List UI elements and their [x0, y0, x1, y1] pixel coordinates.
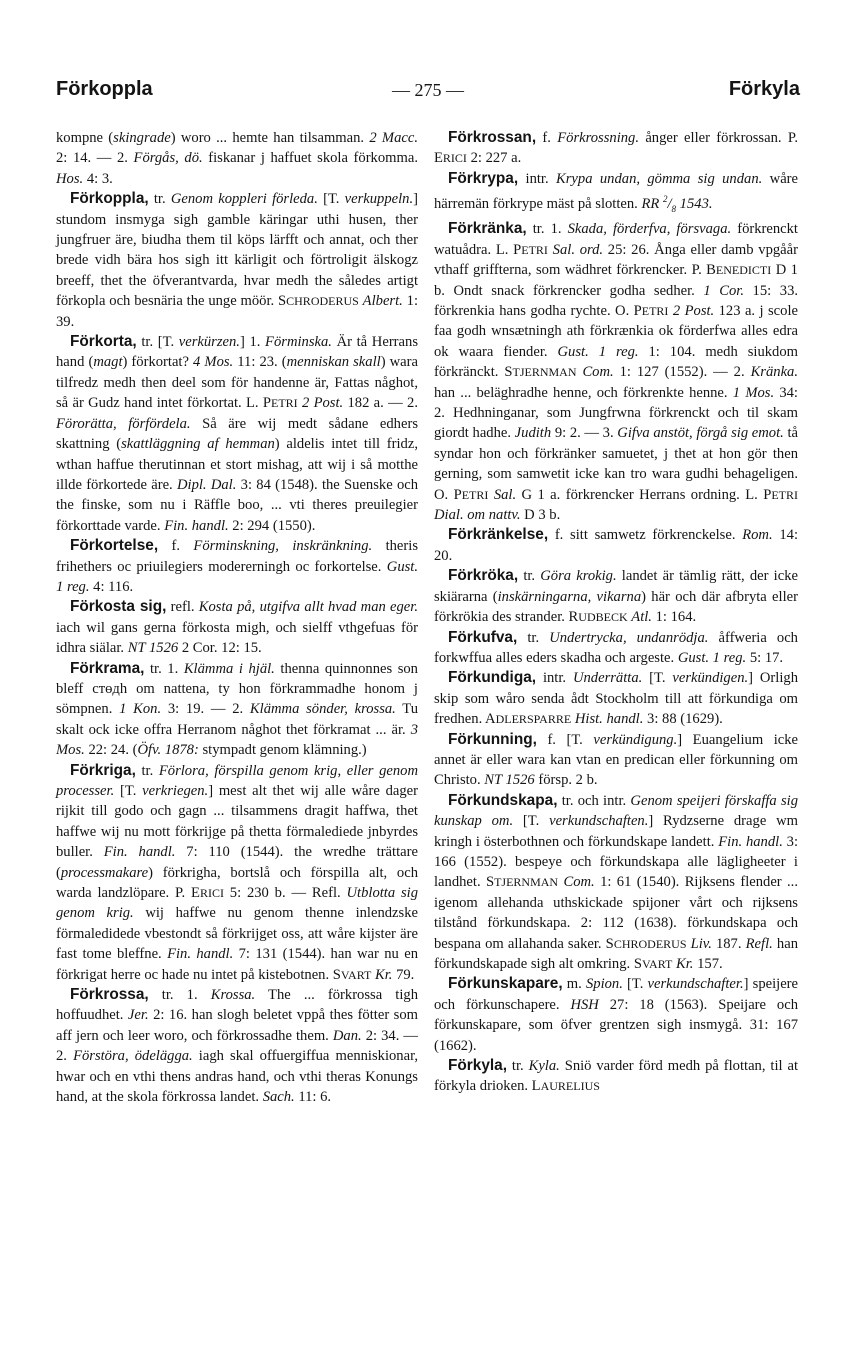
- right-column-entry: [434, 128, 798, 169]
- headword: Förkundskapa,: [448, 791, 558, 809]
- right-column-entry: [434, 628, 798, 669]
- entry-body: f. sitt samwetz förkrenckelse. Rom. 14: 20.: [434, 527, 799, 564]
- headword: Förkränka,: [448, 220, 527, 238]
- left-column-entry: [56, 761, 418, 985]
- running-head-left: Förkoppla: [56, 78, 153, 100]
- right-column-entry: [434, 730, 798, 791]
- entry-body: tr. [T. verkürzen.] 1. Förminska. Är tå Herrans hand (magt) förkortat? 4 Mos. 11: 23. (menniskan skall) wara tilfredz medh then deel som för handenne är, Fattas någhot, så är Gudz hand intet förkortat. L. PETRI 2 Post. 182 a. — 2. Förorätta, förfördela. Så äre wij medt sådane edhers skattning (skattläggning af hemman) aldelis intet till fridz, wthan haffue therutinnan et stort mishag, att wij i så motthe illde förkortede äre. Dipl. Dal. 3: 84 (1548). the Suenske och the finske, som nu i Räffle boo, ... vti theres preuilegier förkorttade varde. Fin. handl. 2: 294 (1550).: [56, 334, 419, 534]
- entry-body: f. [T. verkündigung.] Euangelium icke annet är eller wara kan vtan en predican eller förkunning om Christo. NT 1526 försp. 2 b.: [434, 731, 799, 789]
- headword: Förkyla,: [448, 1057, 508, 1075]
- headword: Förkröka,: [448, 567, 519, 585]
- entry-body: m. Spion. [T. verkundschafter.] speijere och förkunschapere. HSH 27: 18 (1563). Speijare och förkunskapare, som öfver grentzen sigh insmygå. 31: 167 (1662).: [434, 976, 799, 1054]
- page-header: [56, 78, 800, 108]
- right-column: [434, 128, 798, 1097]
- headword: Förkorta,: [70, 333, 137, 351]
- headword: Förkosta sig,: [70, 598, 167, 616]
- headword: Förkundiga,: [448, 669, 537, 687]
- headword: Förkrypa,: [448, 169, 519, 187]
- entry-body: tr. Göra krokig. landet är tämlig rätt, der icke skiärarna (inskärningarna, vikarna) här och där afbryta eller förkrökia des strander. RUDBECK Atl. 1: 164.: [434, 568, 798, 626]
- entry-body: kompne (skingrade) woro ... hemte han tilsamman. 2 Macc. 2: 14. — 2. Förgås, dö. fiskanar j haffuet skola förkomma. Hos. 4: 3.: [56, 130, 418, 187]
- entry-body: tr. Undertrycka, undanrödja. åffweria och forkwffua alles eders skadha och argeste. Gust. 1 reg. 5: 17.: [434, 629, 798, 666]
- entry-body: intr. Underrätta. [T. verkündigen.] Orligh skip som wåro senda ådt Stockholm till att förkundiga om fredhen. ADLERSPARRE Hist. handl. 3: 88 (1629).: [434, 670, 798, 728]
- headword: Förkrossan,: [448, 129, 537, 146]
- entry-body: tr. Genom koppleri förleda. [T. verkuppeln.] stundom insmyga sigh gamble käringar uthi husen, ther jungfruer äre, biudha them til köps lärfft och annat, och ther brede vidh bära hos sigh itt kärligit och förtroligit älskogz breeff, thet the öfverantvarda, hvar medh the således artigt förkopla och besnäria the unge möör. SCHRODERUS Albert. 1: 39.: [56, 191, 419, 330]
- left-column-entry: [56, 189, 418, 332]
- left-column-entry: [56, 536, 418, 597]
- headword: Förkränkelse,: [448, 526, 549, 544]
- entry-body: refl. Kosta på, utgifva allt hvad man eger. iach wil gans gerna förkosta migh, och sielff vthgefuas för idhra siälar. NT 1526 2 Cor. 12: 15.: [56, 599, 418, 657]
- page-number: — 275 —: [392, 80, 464, 100]
- right-column-entry: [434, 219, 798, 525]
- entry-body: f. Förkrossning. ånger eller förkrossan. P. ERICI 2: 227 a.: [434, 130, 798, 167]
- headword: Förkriga,: [70, 761, 136, 779]
- entry-body: tr. Kyla. Sniö varder förd medh på flottan, til at förkyla drioken. LAURELIUS: [434, 1058, 798, 1095]
- headword: Förkrossa,: [70, 986, 149, 1004]
- right-column-entry: [434, 566, 798, 627]
- headword: Förkufva,: [448, 628, 518, 646]
- left-column-entry: [56, 128, 418, 189]
- headword: Förkunskapare,: [448, 975, 563, 993]
- entry-body: tr. Förlora, förspilla genom krig, eller genom processer. [T. verkriegen.] mest alt thet wij alle wåre dager rijkit till godo och gagn ... tilsammens dragit haffwa, thet haffwe wij nu mott förkrijge på thetta förmalediede jnbyrdes buller. Fin. handl. 7: 110 (1544). the wredhe trättare (processmakare) förkrigha, bortslå och förspilla alt, och warda landzlöpare. P. ERICI 5: 230 b. — Refl. Utblotta sig genom krig. wij haffwe nu genom thenne inlendzske förmaledidede vbestondt så förkrijget oss, att wåre kijster äre fast tome bleffne. Fin. handl. 7: 131 (1544). han war nu en förkrigat herre oc hade nu intet på kistebotnen. SVART Kr. 79.: [56, 762, 419, 983]
- headword: Förkortelse,: [70, 537, 159, 555]
- entry-body: tr. 1. Skada, förderfva, försvaga. förkrenckt watuådra. L. PETRI Sal. ord. 25: 26. Ånga eller damb vpgåår vthaff griffterna, som wädhret förkrencker. P. BENEDICTI D 1 b. Ondt snack förkrencker godha sedher. 1 Cor. 15: 33. förkrenkia hans godha rychte. O. PETRI 2 Post. 123 a. j scole faa godh wnsætningh ath förkrænkia ok förderfwa alles edra ok waara fiender. Gust. 1 reg. 1: 104. medh siukdom förkränckt. STJERNMAN Com. 1: 127 (1552). — 2. Kränka. han ... beläghradhe henne, och förkrenkte henne. 1 Mos. 34: 2. Hedhninganar, som Jungfrwna förkrenckt och til skam giordt hadhe. Judith 9: 2. — 3. Gifva anstöt, förgå sig emot. tå syndar hon och förkränker samuetet, j thet at hon gör then gerning, som samwetit icke kan tro wara gudhi behageligen. O. PETRI Sal. G 1 a. förkrencker Herrans ordning. L. PETRI Dial. om nattv. D 3 b.: [434, 221, 799, 524]
- headword: Förkunning,: [448, 730, 537, 748]
- entry-body: tr. och intr. Genom speijeri förskaffa sig kunskap om. [T. verkundschaften.] Rydzserne drage wm kringh i österbothnen och förkundskape landett. Fin. handl. 3: 166 (1552). bespeye och förkundskapa alle lägligheeter i landhet. STJERNMAN Com. 1: 61 (1540). Rijksens flender ... igenom allehanda uthskickade spijoner vårt och rijksens tilstånd förkundskapa. 2: 112 (1638). förkundskapa och bespana om allahanda saker. SCHRODERUS Liv. 187. Refl. han förkundskapade sigh alt omkring. SVART Kr. 157.: [434, 792, 799, 973]
- running-head-right: Förkyla: [728, 78, 800, 100]
- entry-body: intr. Krypa undan, gömma sig undan. wåre härremän förkrype mäst på slotten. RR $^2/_8$ 1543.: [434, 170, 799, 214]
- left-column-entry: [56, 332, 418, 536]
- left-column: [56, 128, 418, 1108]
- entry-body: tr. 1. Krossa. The ... förkrossa tigh hoffuudhet. Jer. 2: 16. han slogh beletet vppå thes fötter som aff jern och leer woro, och förkrossadhe them. Dan. 2: 34. — 2. Förstöra, ödelägga. iagh skal offuergiffua menniskionar, hwar och en vthi thens andras hand, och vthi theras Konungs hand, at the skola förkrossa landet. Sach. 11: 6.: [56, 987, 419, 1106]
- right-column-entry: [434, 525, 798, 566]
- right-column-entry: [434, 1056, 798, 1097]
- right-column-entry: [434, 668, 798, 729]
- right-column-entry: [434, 169, 798, 220]
- left-column-entry: [56, 597, 418, 658]
- headword: Förkoppla,: [70, 190, 149, 208]
- left-column-entry: [56, 985, 418, 1107]
- left-column-entry: [56, 659, 418, 761]
- right-column-entry: [434, 791, 798, 975]
- headword: Förkrama,: [70, 659, 145, 677]
- entry-body: tr. 1. Klämma i hjäl. thenna quinnonnes son bleff стөдh om nattena, ty hon förkrammadhe honom j sömpnen. 1 Kon. 3: 19. — 2. Klämma sönder, krossa. Tu skalt ock icke offra Herranom någhot thet förkramat ... är. 3 Mos. 22: 24. (Öfv. 1878: stympadt genom klämning.): [56, 660, 418, 759]
- entry-body: f. Förminskning, inskränkning. theris frihethers oc priuilegiers modererningh oc forkortelse. Gust. 1 reg. 4: 116.: [56, 538, 418, 595]
- right-column-entry: [434, 974, 798, 1056]
